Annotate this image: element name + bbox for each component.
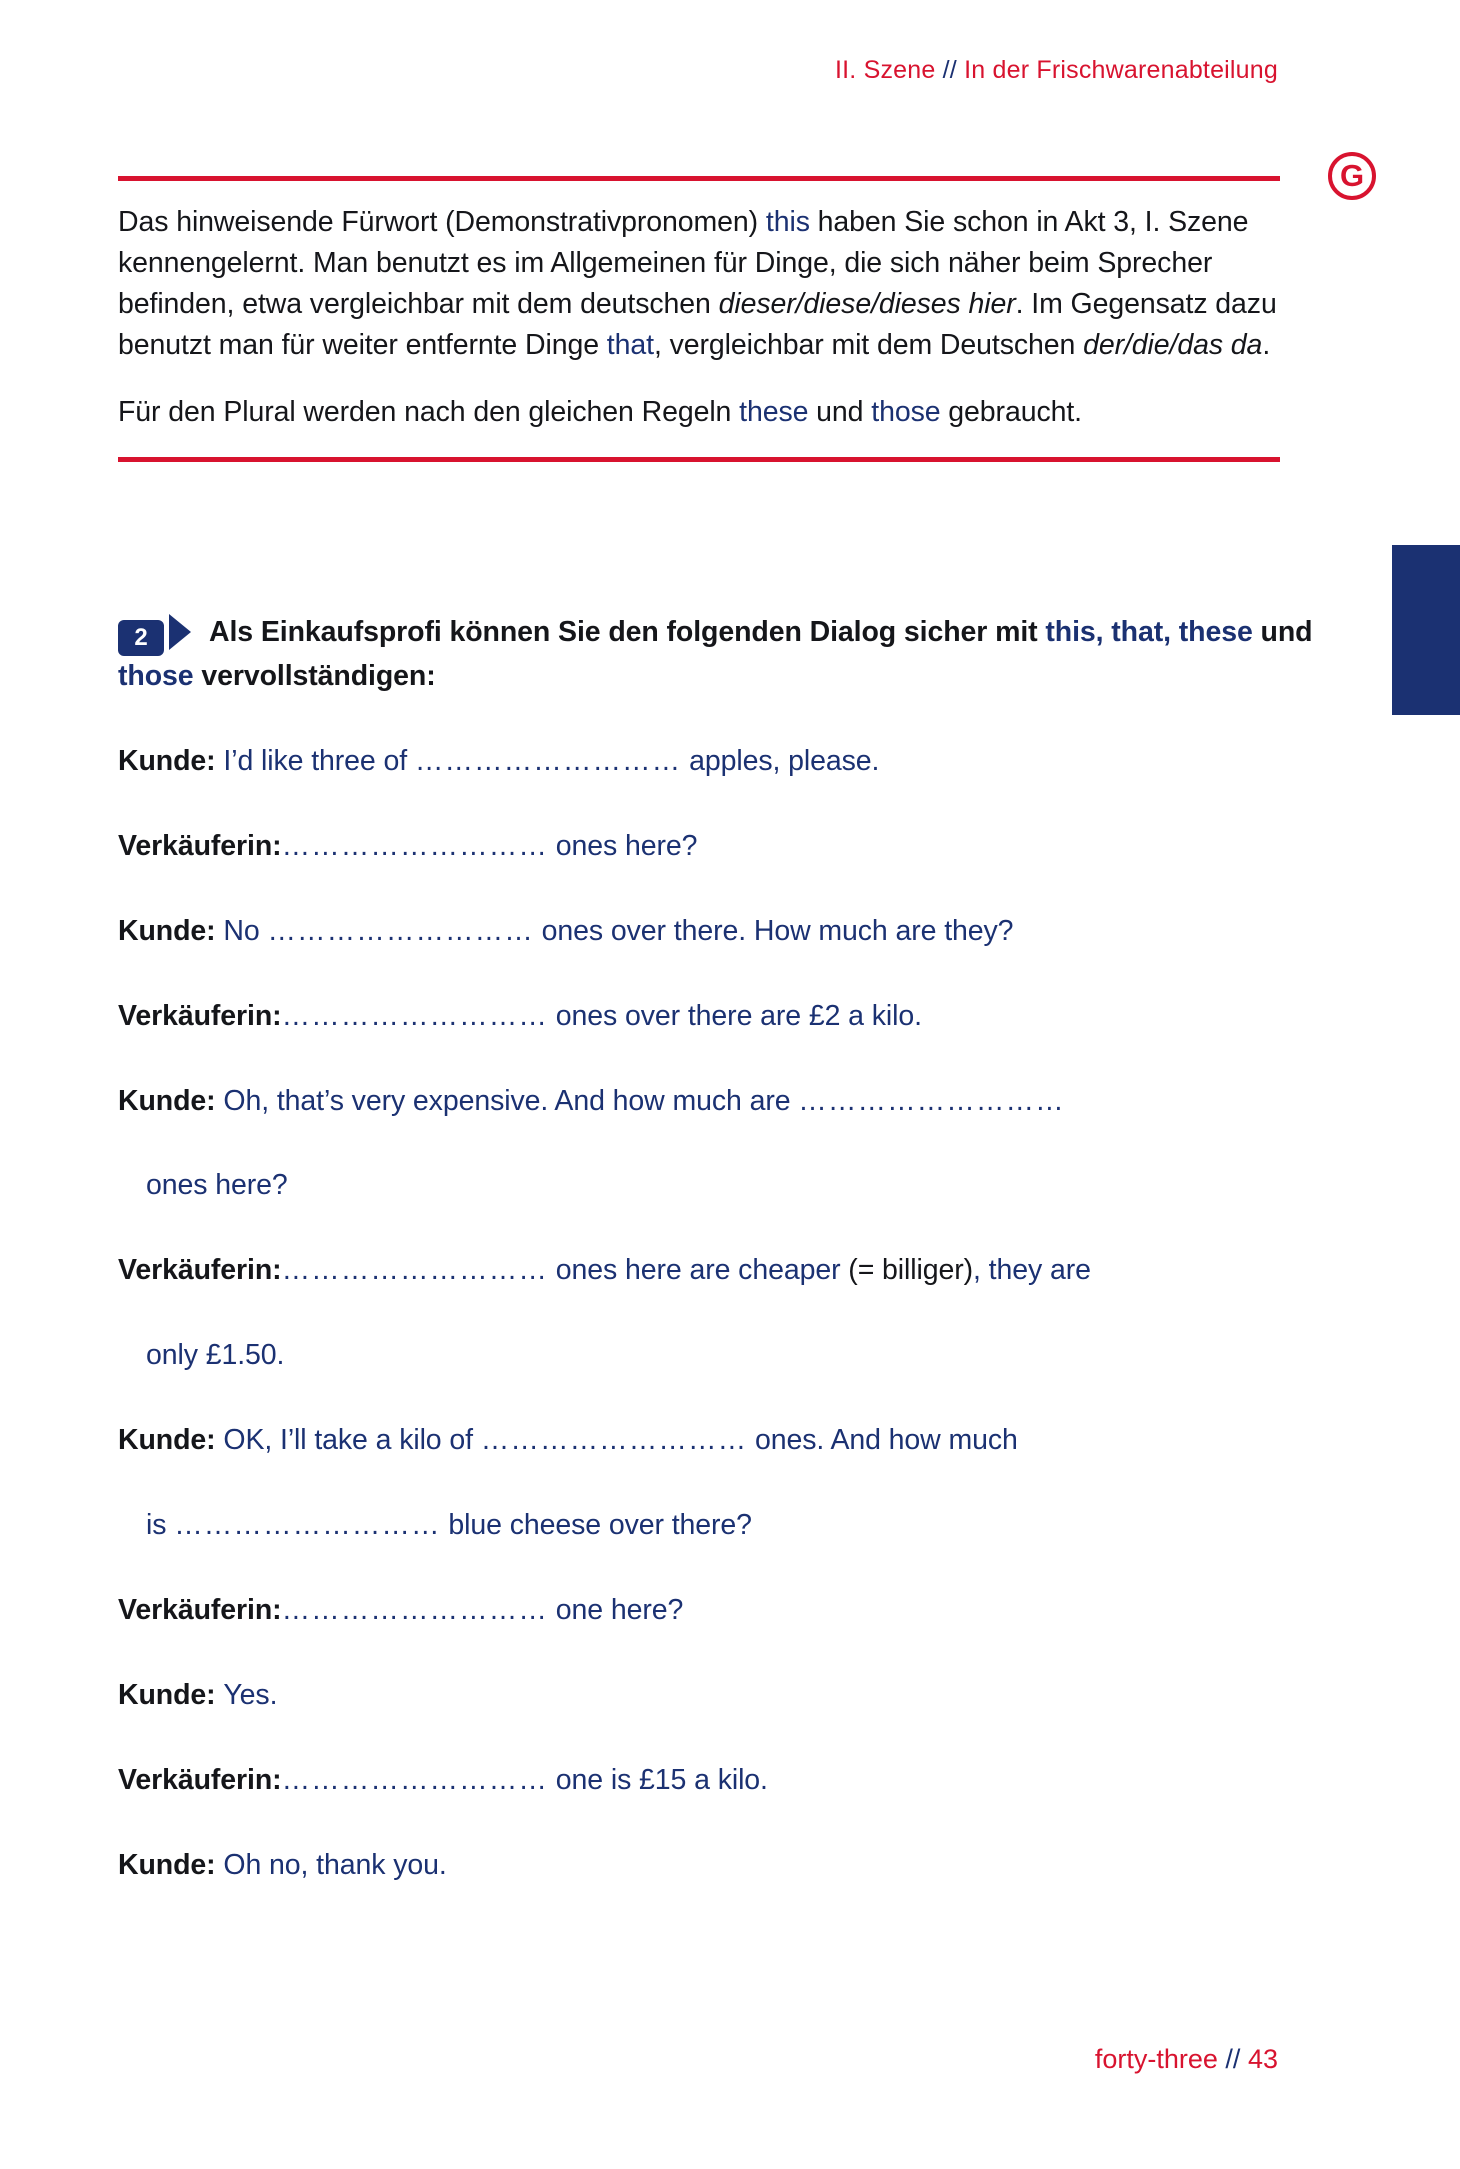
exercise-en-those: those: [118, 660, 194, 692]
grammar-p2-seg3: gebraucht.: [940, 396, 1082, 429]
answer-blank[interactable]: ………………………: [281, 1254, 548, 1287]
dialogue-after-gap: ones over there are £2 a kilo.: [547, 999, 922, 1032]
running-head-scene: II. Szene: [835, 56, 936, 84]
answer-blank[interactable]: ………………………: [267, 914, 534, 947]
dialogue-before-gap: No: [223, 914, 268, 947]
dialogue-speaker: Kunde: [118, 1424, 207, 1457]
dialogue-colon: :: [272, 1593, 282, 1626]
grammar-rule-bottom: [118, 457, 1280, 462]
dialogue-colon: :: [272, 1763, 282, 1796]
page-folio: [1095, 2044, 1278, 2075]
grammar-p2-en-these: these: [739, 396, 809, 429]
exercise-instruction: [118, 612, 1318, 697]
dialogue-line: [118, 1761, 1348, 1801]
answer-blank[interactable]: ………………………: [281, 999, 548, 1032]
continuation-before-gap: is: [146, 1509, 175, 1542]
grammar-p1-en-that: that: [606, 329, 654, 362]
dialogue-before-gap: Oh, that’s very expensive. And how much are: [223, 1084, 799, 1117]
dialogue-continuation: ones here?: [146, 1169, 288, 1202]
dialogue-after-gap: ones. And how much: [747, 1424, 1018, 1457]
grammar-p2-en-those: those: [871, 396, 941, 429]
dialogue-after-gap: ones here are cheaper: [547, 1254, 849, 1287]
dialogue-colon: :: [206, 1678, 224, 1711]
grammar-p1-italic-dieser: dieser/diese/dieses hier: [718, 288, 1016, 321]
grammar-g-letter: G: [1339, 157, 1365, 193]
folio-words: forty-three: [1094, 2044, 1218, 2074]
dialogue-colon: :: [272, 829, 282, 862]
dialogue-colon: :: [206, 1084, 224, 1117]
dialogue-line: [118, 997, 1348, 1037]
grammar-p1-seg2: haben Sie schon in Akt 3, I. Szene kennengelernt. Man benutzt es im Allgemeinen für Dinge, die sich näher beim Sprecher befinden, etwa vergleichbar mit dem deutschen: [118, 206, 1249, 321]
exercise-seg1: Als Einkaufsprofi können Sie den folgenden Dialog sicher mit: [209, 616, 1046, 648]
continuation-after-gap: blue cheese over there?: [440, 1509, 752, 1542]
grammar-p2-seg2: und: [808, 396, 872, 429]
grammar-p1-seg5: .: [1262, 329, 1271, 362]
grammar-paragraph-2: [118, 392, 1280, 433]
running-head: [835, 56, 1278, 85]
answer-blank[interactable]: ………………………: [798, 1084, 1065, 1117]
dialogue-line: [118, 742, 1348, 782]
chapter-side-tab: [1392, 545, 1460, 715]
answer-blank[interactable]: ………………………: [480, 1424, 748, 1457]
dialogue-speaker: Verkäuferin: [118, 1763, 273, 1796]
dialogue-line: [118, 1846, 1348, 1886]
dialogue-colon: :: [206, 745, 224, 777]
dialogue-continuation: only £1.50.: [146, 1339, 285, 1372]
dialogue-speaker: Verkäuferin: [118, 829, 273, 862]
dialogue-colon: :: [206, 1424, 224, 1457]
dialogue-line: [118, 1676, 1348, 1716]
dialogue-after-gap: one here?: [547, 1593, 684, 1626]
answer-blank[interactable]: ………………………: [281, 829, 548, 862]
dialogue-after-gap: one is £15 a kilo.: [547, 1763, 768, 1796]
dialogue-colon: :: [206, 914, 224, 947]
folio-number: 43: [1247, 2044, 1278, 2074]
answer-blank[interactable]: ………………………: [414, 745, 682, 777]
dialogue-colon: :: [272, 999, 282, 1032]
dialogue-list: [118, 742, 1348, 1885]
dialogue-speaker: Verkäuferin: [118, 1254, 273, 1287]
dialogue-line: [118, 912, 1348, 952]
dialogue-before-gap: Yes.: [223, 1678, 278, 1711]
dialogue-speaker: Kunde: [118, 1678, 207, 1711]
grammar-p1-seg1: Das hinweisende Fürwort (Demonstrativpronomen): [118, 206, 766, 238]
dialogue-line: [118, 1082, 1348, 1207]
dialogue-colon: :: [206, 1848, 224, 1881]
grammar-p1-seg3: . Im Gegensatz dazu benutzt man für weiter entfernte Dinge: [118, 288, 1277, 362]
dialogue-after-gap: ones here?: [547, 829, 698, 862]
dialogue-before-gap: OK, I’ll take a kilo of: [223, 1424, 481, 1457]
grammar-p1-italic-der: der/die/das da: [1083, 329, 1263, 362]
grammar-p1-en-this: this: [765, 206, 810, 238]
dialogue-line: [118, 1421, 1348, 1546]
dialogue-line: [118, 1251, 1348, 1376]
answer-blank[interactable]: ………………………: [174, 1509, 441, 1542]
running-head-title: In der Frischwarenabteilung: [964, 56, 1278, 84]
dialogue-after-note: , they are: [973, 1254, 1091, 1287]
dialogue-after-gap: ones over there. How much are they?: [533, 914, 1014, 947]
dialogue-speaker: Kunde: [118, 745, 207, 777]
dialogue-speaker: Kunde: [118, 914, 207, 947]
running-head-separator: //: [942, 56, 957, 84]
exercise-number-badge: 2: [118, 620, 164, 656]
dialogue-speaker: Verkäuferin: [118, 999, 273, 1032]
grammar-p1-seg4: , vergleichbar mit dem Deutschen: [653, 329, 1084, 362]
dialogue-german-note: (= billiger): [848, 1254, 974, 1287]
exercise-en-this-that: this, that,: [1045, 616, 1171, 648]
dialogue-colon: :: [272, 1254, 282, 1287]
dialogue-line: [118, 827, 1348, 867]
answer-blank[interactable]: ………………………: [281, 1593, 548, 1626]
dialogue-speaker: Verkäuferin: [118, 1593, 273, 1626]
answer-blank[interactable]: ………………………: [281, 1763, 548, 1796]
arrow-right-icon: [169, 614, 191, 650]
dialogue-after-gap: apples, please.: [681, 745, 880, 777]
exercise-seg4: vervollständigen:: [193, 660, 436, 692]
exercise-seg2: [1171, 616, 1179, 648]
exercise-seg3: und: [1252, 616, 1313, 648]
dialogue-line: [118, 1591, 1348, 1631]
dialogue-before-gap: Oh no, thank you.: [223, 1848, 447, 1881]
dialogue-speaker: Kunde: [118, 1848, 207, 1881]
dialogue-speaker: Kunde: [118, 1084, 207, 1117]
grammar-body: [118, 181, 1280, 433]
folio-separator: //: [1225, 2044, 1241, 2074]
dialogue-before-gap: I’d like three of: [223, 745, 415, 777]
grammar-paragraph-1: [118, 202, 1280, 366]
grammar-g-icon: [1328, 152, 1376, 200]
exercise-en-these: these: [1178, 616, 1253, 648]
grammar-p2-seg1: Für den Plural werden nach den gleichen Regeln: [118, 396, 740, 429]
dialogue-continuation: [118, 1506, 1348, 1546]
grammar-box: [118, 176, 1280, 462]
